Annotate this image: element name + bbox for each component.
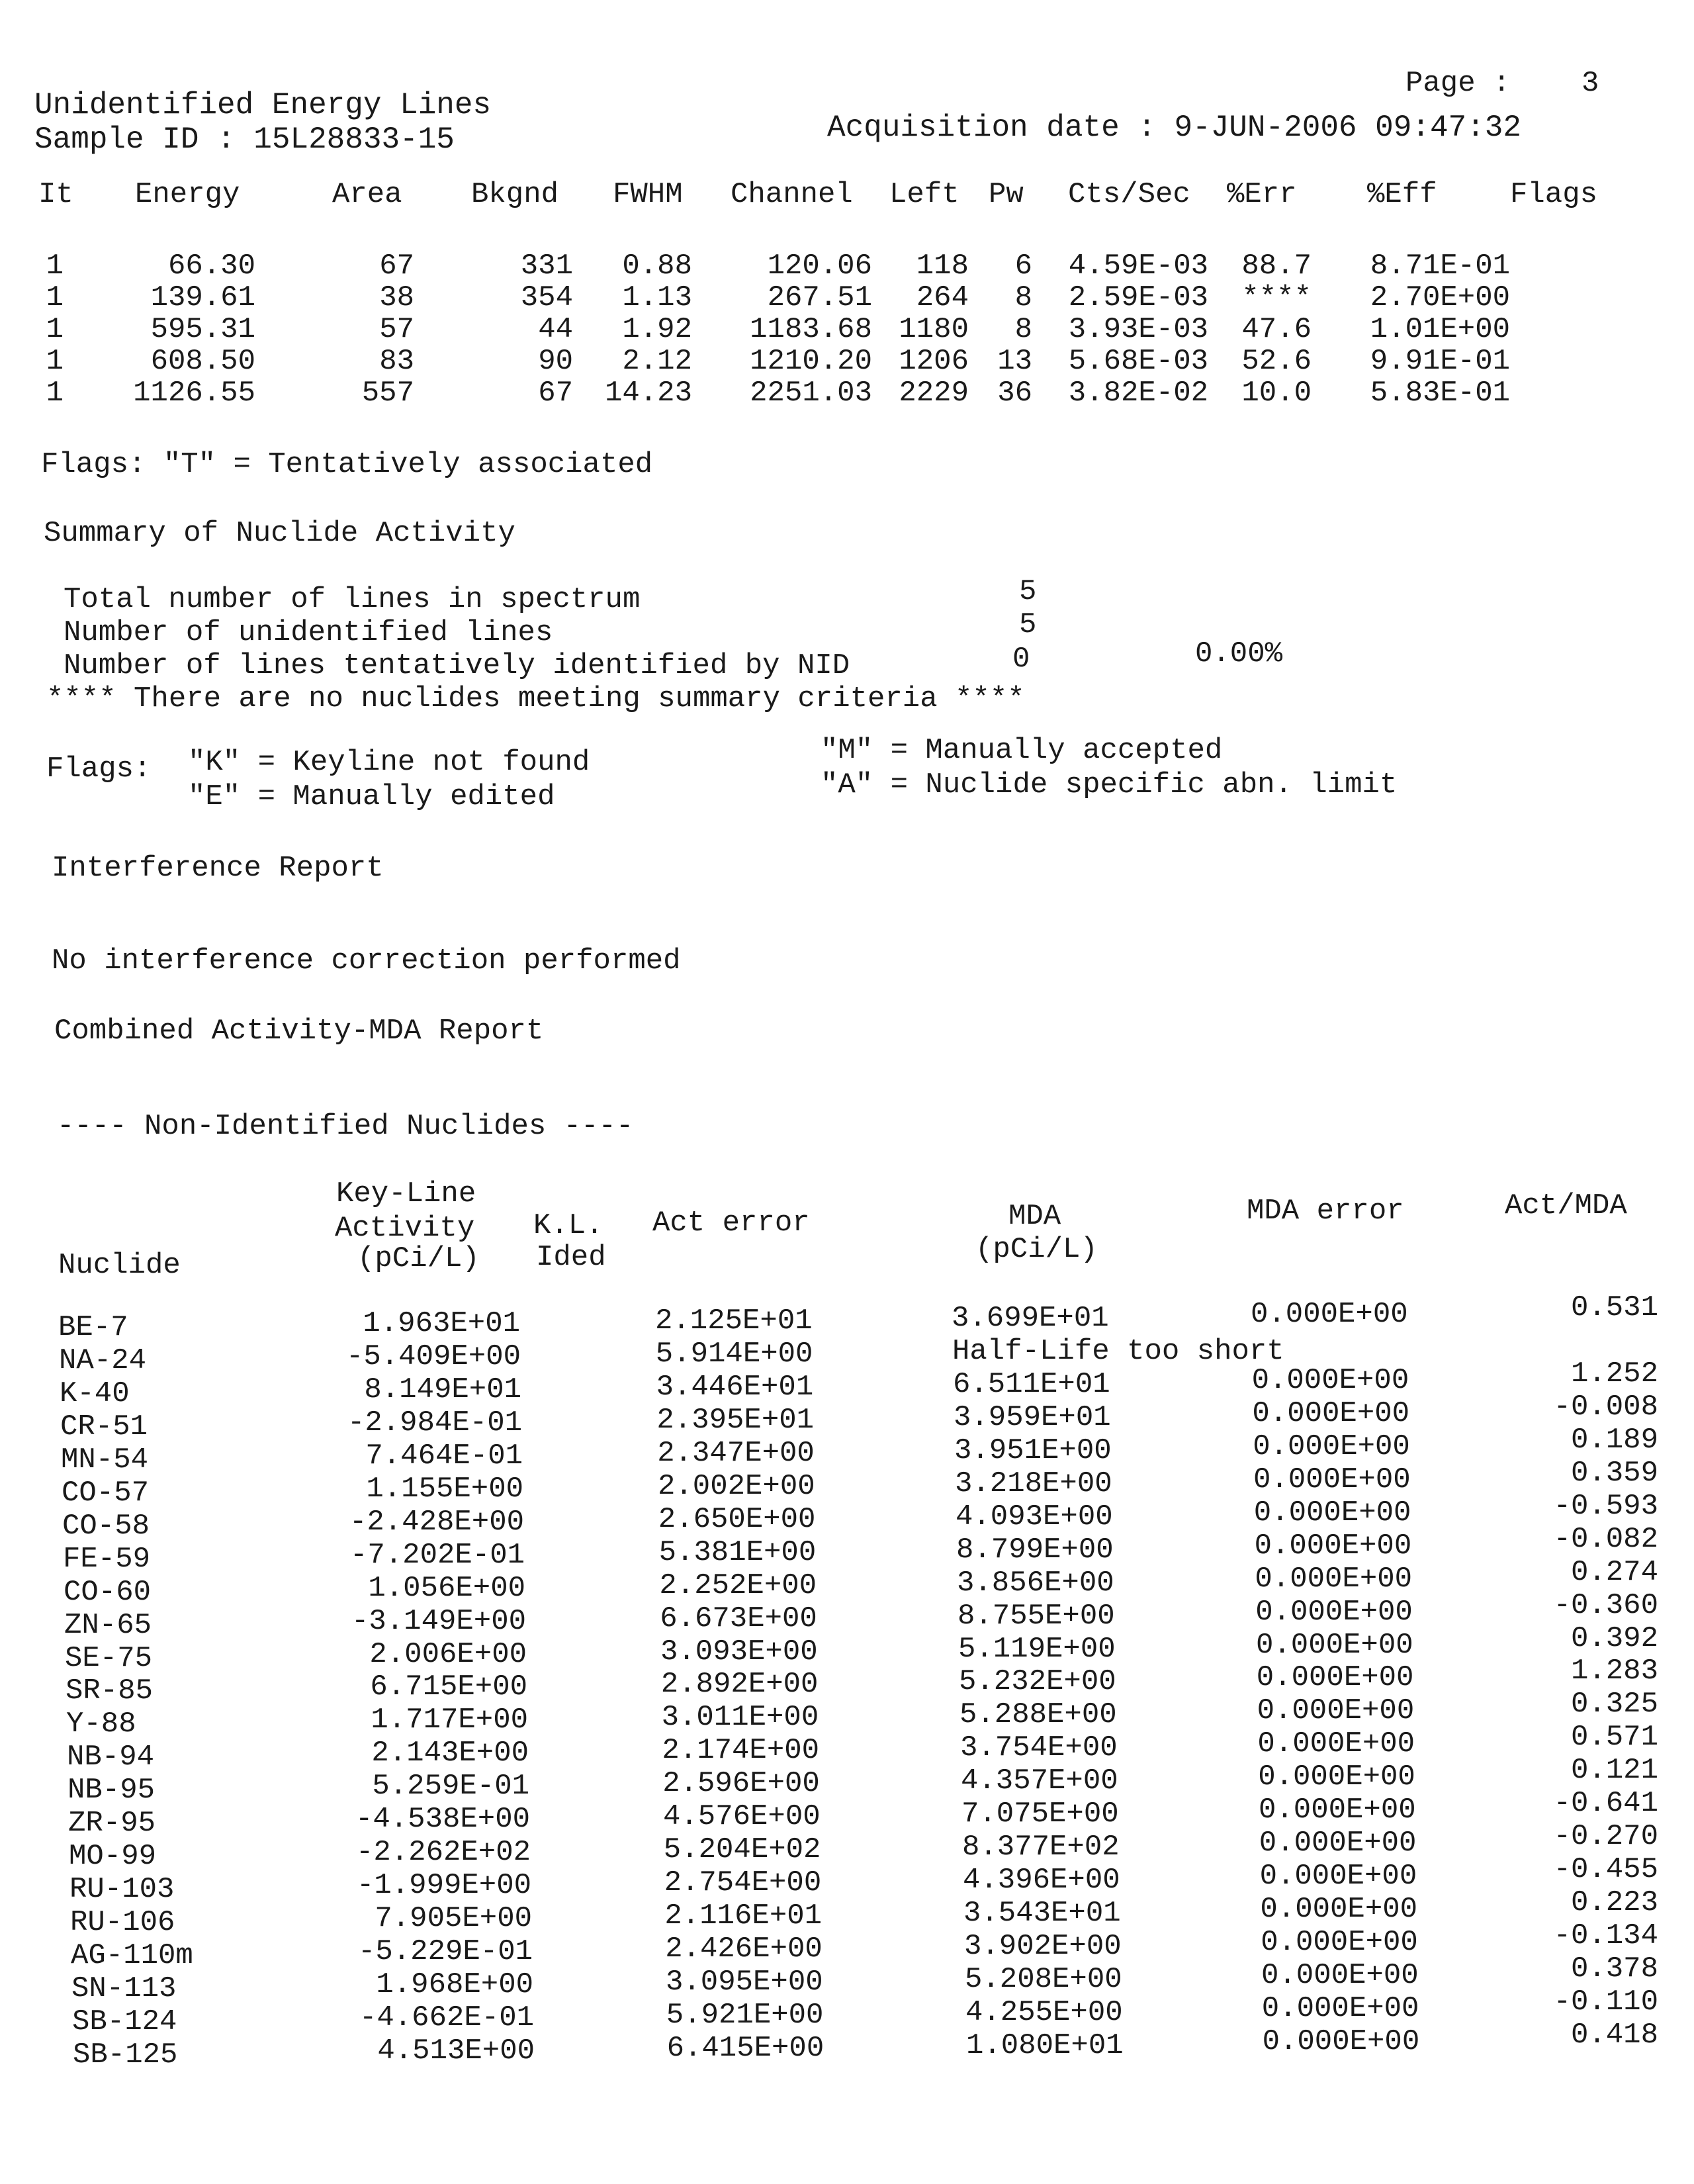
nuclide-cell-mda: 3.699E+01	[952, 1302, 1109, 1335]
nuclide-cell-error: 2.174E+00	[662, 1734, 820, 1768]
energy-table-cell: 2.59E-03	[1068, 281, 1208, 314]
nuclide-cell-mda: 3.951E+00	[954, 1433, 1112, 1467]
energy-table-cell: 67	[538, 377, 573, 410]
nuclide-cell-name: SE-75	[65, 1641, 153, 1675]
nuclide-cell-activity: 6.715E+00	[370, 1670, 527, 1704]
nuclide-cell-activity: -7.202E-01	[349, 1538, 525, 1572]
energy-table-cell: 4.59E-03	[1068, 250, 1208, 283]
nuclide-cell-error: 4.576E+00	[663, 1800, 821, 1834]
flags-label: Flags:	[46, 752, 152, 786]
flag-m: "M" = Manually accepted	[821, 734, 1223, 767]
energy-table-cell: 3.93E-03	[1068, 313, 1208, 346]
nuclide-cell-error: 2.125E+01	[655, 1304, 813, 1338]
nuclide-cell-mda-error: 0.000E+00	[1261, 1959, 1419, 1992]
tentative-lines-percent: 0.00%	[1195, 637, 1283, 670]
nuclide-cell-error: 2.002E+00	[658, 1469, 815, 1503]
nuclide-cell-error: 6.673E+00	[660, 1602, 817, 1635]
nuclide-cell-activity: 5.259E-01	[372, 1770, 529, 1803]
nuclide-cell-activity: -3.149E+00	[351, 1604, 526, 1638]
energy-table-cell: 5.68E-03	[1068, 345, 1208, 378]
nuclide-cell-activity: -1.999E+00	[356, 1869, 531, 1903]
nuclide-cell-mda-error: 0.000E+00	[1256, 1628, 1413, 1662]
energy-table-cell: 57	[379, 313, 414, 346]
col-header-nuclide: Nuclide	[58, 1249, 181, 1282]
energy-table-cell: 331	[520, 250, 573, 283]
col-header-activity-1: Key-Line	[336, 1177, 476, 1210]
energy-table-cell: 1.01E+00	[1370, 313, 1510, 346]
energy-table-cell: ****	[1241, 281, 1312, 314]
tentative-lines-value: 0	[1012, 643, 1030, 676]
energy-table-cell: 0.88	[622, 250, 692, 283]
energy-table-cell: 38	[379, 281, 414, 314]
flag-k: "K" = Keyline not found	[188, 746, 590, 779]
nuclide-cell-mda-error: 0.000E+00	[1257, 1727, 1415, 1761]
nuclide-cell-activity: 7.905E+00	[375, 1902, 532, 1936]
energy-table-cell: 139.61	[150, 281, 255, 314]
nuclide-cell-activity: 1.963E+01	[363, 1307, 520, 1340]
nuclide-cell-activity: 2.006E+00	[369, 1637, 527, 1671]
energy-table-cell: 67	[379, 250, 414, 283]
nuclide-cell-mda: 4.357E+00	[961, 1764, 1118, 1798]
nuclide-cell-activity: 4.513E+00	[377, 2034, 535, 2068]
summary-criteria-note: **** There are no nuclides meeting summary criteria ****	[46, 682, 1025, 715]
col-header: Area	[332, 178, 402, 211]
energy-table-cell: 1180	[899, 313, 969, 346]
energy-table-cell: 2.12	[622, 345, 692, 378]
nuclide-cell-name: FE-59	[63, 1542, 151, 1576]
nuclide-cell-ratio: 0.325	[1570, 1688, 1658, 1721]
nuclide-cell-mda-error: 0.000E+00	[1261, 1991, 1419, 2025]
page-number: 3	[1582, 67, 1599, 100]
nuclide-cell-error: 2.892E+00	[660, 1668, 819, 1702]
report-title: Unidentified Energy Lines	[34, 88, 492, 122]
nuclide-cell-mda: 5.208E+00	[965, 1963, 1122, 1996]
nuclide-cell-ratio: 0.418	[1570, 2018, 1658, 2052]
nuclide-cell-mda: 3.902E+00	[964, 1930, 1122, 1964]
nuclide-cell-error: 2.395E+01	[656, 1403, 815, 1437]
nuclide-row	[0, 1334, 1694, 1379]
tentative-lines-label: Number of lines tentatively identified by NID	[64, 649, 850, 682]
nuclide-cell-ratio: 0.359	[1570, 1456, 1658, 1490]
nuclide-cell-mda: 8.755E+00	[958, 1599, 1115, 1633]
nuclide-cell-ratio: 0.274	[1570, 1555, 1658, 1589]
nuclide-cell-mda: 4.255E+00	[965, 1995, 1123, 2029]
nuclide-cell-mda-error: 0.000E+00	[1255, 1562, 1413, 1596]
nuclide-cell-error: 3.095E+00	[666, 1966, 823, 1999]
energy-table-cell: 267.51	[767, 281, 872, 314]
nuclide-cell-ratio: -0.134	[1553, 1919, 1658, 1953]
energy-table-cell: 1	[46, 313, 64, 346]
nuclide-cell-activity: -2.262E+02	[355, 1836, 531, 1870]
col-header: Bkgnd	[471, 178, 559, 211]
col-header-act-mda: Act/MDA	[1505, 1189, 1627, 1222]
energy-table-cell: 1.13	[622, 281, 692, 314]
nuclide-cell-mda: 7.075E+00	[961, 1797, 1119, 1831]
nuclide-cell-activity: -2.984E-01	[347, 1406, 522, 1439]
energy-table-cell: 83	[379, 345, 414, 378]
energy-table-cell: 1	[46, 345, 64, 378]
nuclide-cell-name: ZN-65	[64, 1608, 152, 1642]
nuclide-cell-mda-error: 0.000E+00	[1260, 1893, 1418, 1927]
acquisition-date: Acquisition date : 9-JUN-2006 09:47:32	[827, 111, 1521, 145]
energy-table-cell: 2251.03	[750, 377, 872, 410]
page-label: Page :	[1405, 67, 1511, 100]
nuclide-cell-error: 2.426E+00	[665, 1933, 823, 1966]
nuclide-cell-activity: 1.717E+00	[371, 1704, 528, 1737]
col-header-act-error: Act error	[652, 1206, 810, 1240]
nuclide-cell-ratio: 0.378	[1570, 1952, 1658, 1985]
nuclide-cell-error: 5.914E+00	[655, 1337, 813, 1371]
nuclide-cell-mda-error: 0.000E+00	[1252, 1396, 1410, 1430]
energy-table-cell: 47.6	[1241, 313, 1312, 346]
nuclide-cell-name: CO-60	[64, 1575, 152, 1609]
nuclide-cell-error: 3.093E+00	[660, 1635, 818, 1668]
nuclide-cell-mda-error: 0.000E+00	[1255, 1595, 1413, 1629]
nuclide-cell-mda-error: 0.000E+00	[1253, 1463, 1411, 1496]
interference-heading: Interference Report	[52, 852, 384, 885]
col-header-mda-1: MDA	[1008, 1200, 1061, 1233]
nuclide-cell-error: 2.252E+00	[659, 1569, 817, 1602]
nuclide-cell-name: CO-58	[62, 1509, 150, 1543]
nuclide-cell-name: SN-113	[71, 1972, 177, 2005]
energy-table-cell: 88.7	[1241, 250, 1312, 283]
nuclide-cell-mda: 3.754E+00	[960, 1731, 1118, 1765]
energy-table-cell: 14.23	[604, 377, 692, 410]
energy-table-cell: 1210.20	[750, 345, 872, 378]
nuclide-cell-error: 2.116E+01	[664, 1899, 823, 1933]
energy-table-cell: 2229	[899, 377, 969, 410]
col-header: It	[38, 178, 73, 211]
energy-table-cell: 557	[361, 377, 414, 410]
nuclide-cell-ratio: 1.252	[1570, 1357, 1658, 1390]
nuclide-cell-ratio: 0.121	[1570, 1754, 1658, 1788]
nuclide-cell-activity: 7.464E-01	[365, 1439, 523, 1473]
nuclide-cell-activity: 1.155E+00	[366, 1472, 523, 1506]
nuclide-cell-ratio: -0.110	[1553, 1985, 1658, 2019]
nuclide-cell-activity: 1.056E+00	[368, 1571, 525, 1605]
summary-heading: Summary of Nuclide Activity	[44, 517, 515, 550]
nuclide-cell-ratio: -0.270	[1553, 1820, 1658, 1854]
col-header: %Err	[1227, 178, 1297, 211]
nuclide-cell-error: 2.347E+00	[657, 1436, 815, 1470]
energy-table-cell: 354	[520, 281, 573, 314]
col-header-activity-3: (pCi/L)	[357, 1242, 480, 1275]
nuclide-cell-error: 5.921E+00	[666, 1998, 824, 2032]
energy-table-cell: 1.92	[622, 313, 692, 346]
col-header: Flags	[1510, 178, 1598, 211]
col-header-kl-2: Ided	[536, 1241, 606, 1274]
total-lines-value: 5	[1019, 575, 1037, 608]
interference-note: No interference correction performed	[52, 944, 681, 978]
nuclide-cell-name: MO-99	[69, 1840, 157, 1874]
nuclide-cell-mda: 3.856E+00	[957, 1566, 1114, 1600]
nuclide-cell-activity: 2.143E+00	[371, 1737, 529, 1770]
nuclide-cell-mda: 5.288E+00	[959, 1698, 1117, 1732]
nuclide-row	[0, 1291, 1694, 1346]
nuclide-cell-activity: 8.149E+01	[364, 1373, 521, 1406]
unidentified-lines-label: Number of unidentified lines	[64, 616, 553, 649]
nuclide-cell-mda-error: 0.000E+00	[1262, 2025, 1420, 2058]
nuclide-cell-mda-error: 0.000E+00	[1257, 1694, 1415, 1728]
energy-table-cell: 52.6	[1241, 345, 1312, 378]
energy-table-cell: 3.82E-02	[1068, 377, 1208, 410]
energy-table-cell: 595.31	[150, 313, 255, 346]
nuclide-cell-mda-error: 0.000E+00	[1254, 1529, 1412, 1563]
nuclide-cell-mda: 3.959E+01	[954, 1400, 1111, 1434]
nuclide-cell-mda: 4.396E+00	[963, 1864, 1120, 1897]
nuclide-cell-mda-error: 0.000E+00	[1259, 1827, 1417, 1860]
nuclide-cell-error: 2.596E+00	[662, 1767, 820, 1801]
nuclide-cell-ratio: 0.223	[1570, 1886, 1658, 1920]
nuclide-cell-activity: 1.968E+00	[376, 1968, 533, 2001]
energy-table-cell: 6	[1014, 250, 1032, 283]
col-header-mda-2: (pCi/L)	[975, 1233, 1098, 1266]
nuclide-cell-mda-error: 0.000E+00	[1256, 1661, 1414, 1695]
nuclide-cell-mda: 8.377E+02	[962, 1831, 1120, 1864]
energy-table-cell: 1	[46, 377, 64, 410]
nuclide-cell-error: 6.415E+00	[666, 2031, 825, 2065]
nuclide-cell-mda-error: 0.000E+00	[1251, 1363, 1409, 1397]
col-header: FWHM	[613, 178, 683, 211]
energy-table-cell: 10.0	[1241, 377, 1312, 410]
nuclide-cell-name: CR-51	[60, 1410, 148, 1443]
nuclide-cell-activity: -5.229E-01	[357, 1935, 533, 1969]
nuclide-cell-ratio: -0.008	[1553, 1390, 1658, 1424]
energy-table-cell: 8	[1014, 313, 1032, 346]
energy-table-cell: 8.71E-01	[1370, 250, 1510, 283]
energy-table-cell: 1126.55	[133, 377, 255, 410]
energy-table-cell: 66.30	[167, 250, 255, 283]
energy-table-row	[0, 251, 1694, 285]
energy-table-cell: 44	[538, 313, 573, 346]
nuclide-cell-name: SB-125	[73, 2038, 178, 2071]
nuclide-cell-ratio: -0.082	[1553, 1522, 1658, 1556]
nuclide-cell-error: 2.650E+00	[658, 1502, 816, 1536]
nuclide-cell-name: BE-7	[58, 1311, 128, 1344]
energy-table-cell: 9.91E-01	[1370, 345, 1510, 378]
energy-table-cell: 608.50	[150, 345, 255, 378]
col-header-activity-2: Activity	[335, 1212, 475, 1245]
col-header: Left	[889, 178, 959, 211]
energy-table-row	[0, 283, 1694, 316]
col-header: Energy	[135, 178, 240, 211]
nuclide-cell-error: 3.446E+01	[656, 1370, 814, 1404]
nuclide-cell-ratio: -0.641	[1553, 1787, 1658, 1821]
total-lines-label: Total number of lines in spectrum	[64, 583, 641, 616]
flag-e: "E" = Manually edited	[188, 780, 555, 813]
nuclide-cell-activity: -4.538E+00	[355, 1803, 530, 1837]
energy-table-cell: 36	[997, 377, 1032, 410]
energy-table-cell: 120.06	[767, 250, 872, 283]
nuclide-cell-mda-error: 0.000E+00	[1259, 1860, 1417, 1893]
nuclide-cell-mda-error: 0.000E+00	[1261, 1926, 1418, 1960]
energy-table-cell: 1206	[899, 345, 969, 378]
nuclide-cell-name: Y-88	[66, 1707, 136, 1741]
flags-tentative: Flags: "T" = Tentatively associated	[41, 448, 653, 481]
nuclide-cell-mda: 8.799E+00	[956, 1533, 1114, 1567]
flag-a: "A" = Nuclide specific abn. limit	[821, 768, 1398, 801]
nuclide-cell-mda-error: 0.000E+00	[1259, 1794, 1416, 1827]
nuclide-cell-mda: Half-Life too short	[952, 1334, 1284, 1368]
nuclide-cell-name: CO-57	[62, 1476, 150, 1510]
nuclide-cell-mda-error: 0.000E+00	[1251, 1298, 1408, 1331]
nuclide-cell-name: SR-85	[66, 1674, 154, 1708]
energy-table-cell: 1	[46, 281, 64, 314]
nuclide-cell-error: 3.011E+00	[661, 1701, 819, 1735]
non-identified-heading: ---- Non-Identified Nuclides ----	[57, 1110, 634, 1143]
nuclide-cell-name: RU-106	[70, 1906, 175, 1940]
nuclide-cell-name: NA-24	[59, 1343, 147, 1377]
nuclide-cell-name: AG-110m	[71, 1939, 193, 1973]
nuclide-cell-mda: 5.119E+00	[958, 1632, 1116, 1666]
nuclide-cell-ratio: 0.392	[1570, 1621, 1658, 1655]
col-header: Cts/Sec	[1068, 178, 1190, 211]
nuclide-cell-mda-error: 0.000E+00	[1253, 1496, 1411, 1529]
nuclide-cell-mda: 3.543E+01	[963, 1897, 1121, 1931]
col-header-kl-1: K.L.	[533, 1209, 603, 1242]
nuclide-cell-ratio: -0.593	[1553, 1489, 1658, 1523]
unidentified-lines-value: 5	[1019, 608, 1037, 641]
col-header: %Eff	[1367, 178, 1437, 211]
nuclide-cell-name: MN-54	[61, 1443, 149, 1477]
sample-id: Sample ID : 15L28833-15	[34, 122, 455, 157]
nuclide-cell-ratio: 0.571	[1570, 1721, 1658, 1754]
nuclide-cell-error: 5.204E+02	[663, 1833, 821, 1867]
nuclide-cell-name: NB-95	[67, 1774, 156, 1807]
col-header-mda-error: MDA error	[1247, 1195, 1404, 1228]
combined-report-heading: Combined Activity-MDA Report	[54, 1015, 544, 1048]
nuclide-cell-mda: 1.080E+01	[966, 2028, 1124, 2062]
nuclide-cell-mda-error: 0.000E+00	[1258, 1760, 1415, 1794]
energy-table-row	[0, 315, 1694, 348]
nuclide-cell-ratio: -0.360	[1553, 1588, 1658, 1622]
energy-table-cell: 13	[997, 345, 1032, 378]
nuclide-cell-error: 2.754E+00	[664, 1866, 822, 1900]
energy-table-cell: 2.70E+00	[1370, 281, 1510, 314]
nuclide-cell-activity: -5.409E+00	[345, 1340, 521, 1373]
energy-table-cell: 1	[46, 250, 64, 283]
energy-table-cell: 264	[916, 281, 969, 314]
nuclide-cell-ratio: 0.189	[1570, 1423, 1658, 1457]
energy-table-cell: 118	[916, 250, 969, 283]
nuclide-cell-name: RU-103	[69, 1873, 175, 1907]
nuclide-cell-mda: 6.511E+01	[953, 1367, 1110, 1401]
nuclide-cell-name: SB-124	[72, 2005, 177, 2038]
nuclide-cell-mda: 3.218E+00	[955, 1467, 1112, 1500]
col-header: Pw	[989, 178, 1024, 211]
nuclide-cell-name: K-40	[60, 1377, 130, 1410]
nuclide-cell-activity: -2.428E+00	[349, 1505, 524, 1539]
energy-table-cell: 5.83E-01	[1370, 377, 1510, 410]
energy-table-cell: 90	[538, 345, 573, 378]
nuclide-cell-mda-error: 0.000E+00	[1253, 1430, 1410, 1463]
nuclide-cell-mda: 5.232E+00	[959, 1665, 1116, 1699]
col-header: Channel	[731, 178, 853, 211]
nuclide-cell-activity: -4.662E-01	[359, 2001, 534, 2034]
energy-table-cell: 1183.68	[750, 313, 872, 346]
nuclide-cell-name: ZR-95	[68, 1807, 156, 1841]
nuclide-cell-ratio: 1.283	[1570, 1655, 1658, 1688]
nuclide-cell-ratio: 0.531	[1570, 1291, 1658, 1324]
energy-table-row	[0, 379, 1694, 412]
nuclide-cell-name: NB-94	[67, 1741, 155, 1774]
nuclide-cell-ratio: -0.455	[1553, 1853, 1658, 1887]
energy-table-row	[0, 347, 1694, 380]
energy-table-cell: 8	[1014, 281, 1032, 314]
nuclide-cell-mda: 4.093E+00	[956, 1500, 1113, 1533]
energy-table-header	[0, 180, 1694, 213]
nuclide-cell-error: 5.381E+00	[658, 1535, 817, 1569]
